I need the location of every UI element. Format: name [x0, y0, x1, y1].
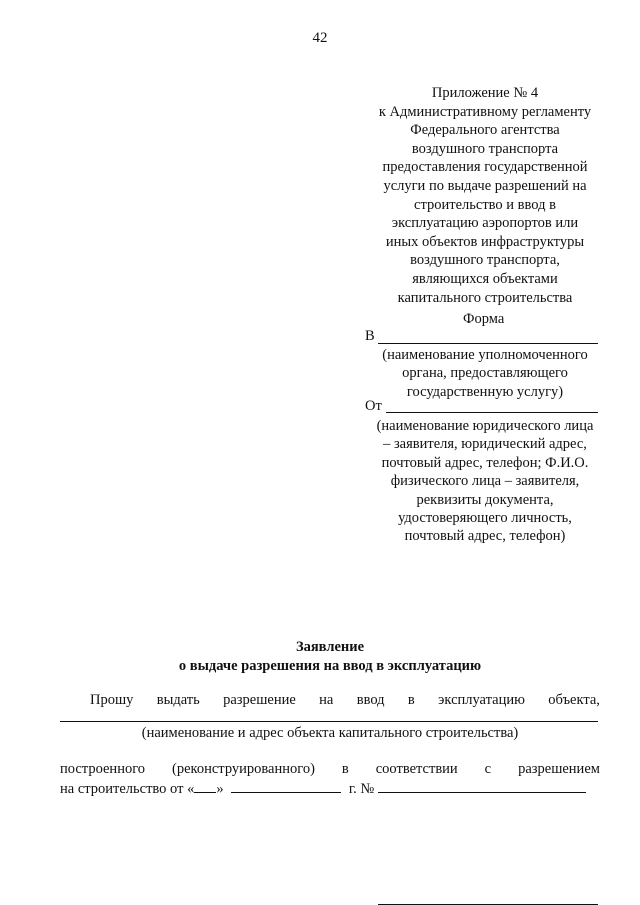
built-word: соответствии: [375, 761, 458, 777]
built-word: в: [341, 761, 349, 777]
permit-line: [60, 780, 586, 798]
form-label: Форма: [463, 311, 505, 327]
annex-line: предоставления государственной: [382, 159, 588, 176]
annex-line: услуги по выдаче разрешений на: [383, 177, 587, 194]
request-word: Прошу: [90, 692, 134, 708]
annex-block: [355, 84, 615, 307]
annex-line: эксплуатацию аэропортов или: [391, 215, 579, 232]
from-field-line[interactable]: [386, 412, 598, 413]
to-note-line: государственную услугу): [406, 383, 564, 400]
from-note-line: реквизиты документа,: [416, 491, 554, 508]
application-heading: Заявление: [295, 639, 365, 655]
from-note-line: – заявителя, юридический адрес,: [383, 436, 587, 453]
application-subheading: о выдаче разрешения на ввод в эксплуатацию: [178, 657, 482, 674]
permit-quote-close: »: [216, 781, 224, 797]
permit-prefix: на строительство от «: [60, 781, 195, 797]
request-line: [90, 692, 600, 709]
request-word: эксплуатацию: [438, 692, 525, 708]
from-note-line: физического лица – заявителя,: [390, 473, 580, 490]
from-note-line: удостоверяющего личность,: [398, 510, 572, 527]
to-note: [355, 346, 615, 401]
annex-line: являющихся объектами: [412, 270, 558, 287]
permit-day-field[interactable]: [194, 780, 216, 793]
built-word: (реконструированного): [172, 761, 315, 777]
request-word: разрешение: [223, 692, 296, 708]
annex-line: строительство и ввод в: [414, 196, 556, 213]
from-note: [355, 417, 615, 546]
annex-line: капитального строительства: [397, 289, 573, 306]
annex-line: Приложение № 4: [431, 85, 539, 101]
to-field-line[interactable]: [378, 343, 598, 344]
page-number: 42: [312, 30, 328, 46]
annex-line: иных объектов инфраструктуры: [385, 233, 585, 250]
built-word: построенного: [60, 761, 146, 777]
request-word: в: [407, 692, 415, 708]
request-word: выдать: [156, 692, 200, 708]
permit-month-field[interactable]: [231, 780, 341, 793]
annex-line: Федерального агентства: [410, 122, 560, 139]
built-word: разрешением: [518, 761, 600, 777]
annex-line: к Административному регламенту: [378, 103, 592, 120]
built-word: с: [484, 761, 492, 777]
request-word: ввод: [356, 692, 385, 708]
annex-line: воздушного транспорта: [411, 140, 559, 157]
from-note-line: почтовый адрес, телефон): [404, 528, 566, 545]
application-title: [0, 638, 640, 675]
request-word: на: [319, 692, 334, 708]
to-prefix: В: [365, 328, 375, 344]
permit-number-field[interactable]: [378, 780, 586, 793]
to-note-line: органа, предоставляющего: [402, 365, 568, 382]
from-note-line: почтовый адрес, телефон; Ф.И.О.: [381, 454, 589, 471]
from-prefix: От: [365, 398, 382, 414]
object-field-line[interactable]: [60, 721, 598, 722]
request-word: объекта,: [548, 692, 600, 708]
from-note-line: (наименование юридического лица: [376, 418, 594, 434]
object-caption: (наименование и адрес объекта капитального строительства): [141, 725, 519, 741]
annex-line: воздушного транспорта,: [410, 252, 560, 269]
built-line: [60, 761, 600, 778]
permit-year-number: г. №: [348, 781, 375, 797]
to-note-line: (наименование уполномоченного: [382, 347, 588, 363]
